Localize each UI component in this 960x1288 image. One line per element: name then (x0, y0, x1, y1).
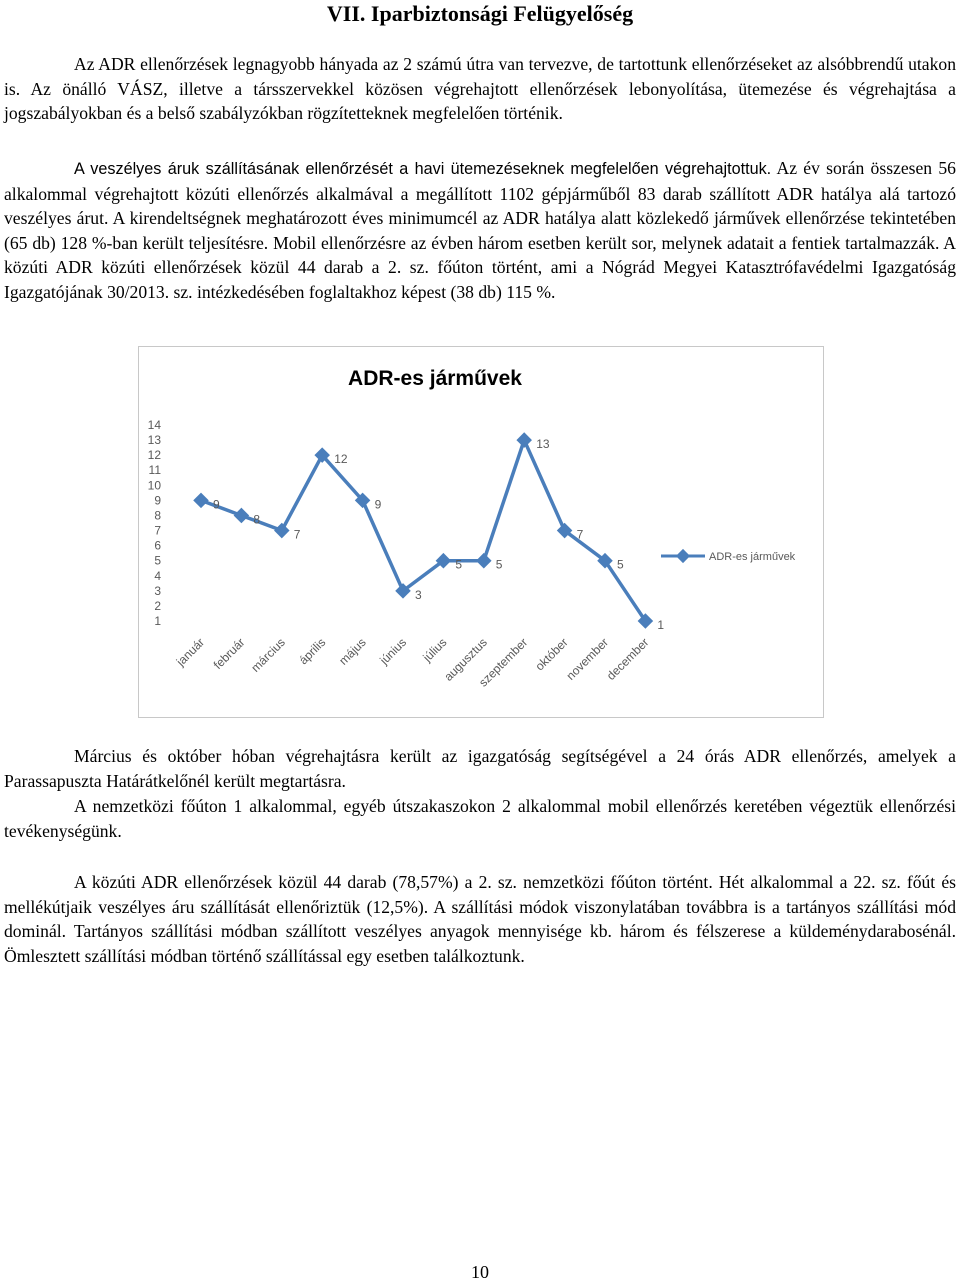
x-tick-label: október (532, 635, 571, 674)
paragraph-adr-statistics (4, 156, 956, 305)
y-tick-label: 11 (148, 463, 161, 478)
data-point-marker (516, 432, 532, 448)
paragraph-lead-sentence: A veszélyes áruk szállításának ellenőrzését a havi ütemezéseknek megfelelően végrehajtottuk. (74, 160, 772, 178)
x-tick-label: június (377, 635, 410, 668)
x-tick-label: április (296, 635, 329, 668)
data-label: 9 (213, 497, 220, 512)
y-tick-label: 7 (154, 523, 161, 538)
paragraph-adr-overview: Az ADR ellenőrzések legnagyobb hányada az 2 számú útra van tervezve, de tartottunk ellenőrzéseket az alsóbbrendű utakon is. Az önálló VÁSZ, illetve a társszervekkel közösen végrehajtott ellenőrzések lebonyolítása, ütemezése és végrehajtása a jogszabályokban és a belső szabályzókban rögzítetteknek megfelelően történik. (4, 54, 956, 124)
data-label: 1 (657, 618, 665, 632)
data-point-marker (193, 493, 209, 509)
y-tick-label: 13 (147, 433, 161, 448)
y-tick-label: 1 (154, 614, 161, 628)
data-label: 3 (415, 587, 422, 602)
page-title: VII. Iparbiztonsági Felügyelőség (326, 1, 634, 26)
x-tick-label: augusztus (441, 635, 490, 684)
data-label: 13 (536, 437, 550, 452)
x-tick-label: november (563, 635, 612, 683)
adr-line-chart (138, 346, 824, 718)
y-tick-label: 3 (154, 583, 161, 598)
data-point-marker (476, 553, 492, 569)
data-label: 5 (495, 557, 503, 572)
y-tick-label: 12 (147, 448, 161, 463)
legend-label: ADR-es járművek (709, 551, 796, 563)
y-tick-label: 14 (147, 418, 161, 432)
data-label: 5 (617, 557, 624, 572)
data-label: 5 (455, 557, 463, 572)
y-tick-label: 4 (154, 568, 161, 583)
y-tick-label: 9 (154, 493, 161, 508)
chart-title: ADR-es járművek (348, 367, 522, 390)
y-tick-label: 8 (154, 508, 161, 523)
x-tick-label: május (336, 635, 369, 668)
x-tick-label: március (248, 635, 288, 675)
data-point-marker (234, 508, 250, 524)
data-point-marker (274, 523, 290, 539)
legend-marker-swatch (676, 549, 690, 563)
paragraph-statistics-text: Az év során összesen 56 alkalommal végrehajtott közúti ellenőrzés alkalmával a megállított 1102 gépjárműből 83 darab szállított ADR hatálya alá tartozó veszélyes árut. A kirendeltségnek meghatározott éves minimumcél az ADR hatálya alatt közlekedő járművek ellenőrzése tekintetében (65 db) 128 %-ban került teljesítésre. Mobil ellenőrzésre az évben három esetben került sor, melynek adatait a fentiek tartalmazzák. A közúti ADR közúti ellenőrzések közül 44 darab a 2. sz. főúton történt, ami a Nógrád Megyei Katasztrófavédelmi Igazgatóság Igazgatójának 30/2013. sz. intézkedésében foglaltakhoz képest (38 db) 115 %. (4, 158, 956, 302)
data-label: 12 (334, 452, 348, 467)
paragraph-24h-checks: Március és október hóban végrehajtásra került az igazgatóság segítségével a 24 órás ADR ellenőrzés, amelyek a Parassapuszta Határátkelőnél került megtartásra. (4, 746, 956, 791)
x-tick-label: július (420, 635, 450, 665)
x-tick-label: február (210, 635, 248, 673)
x-tick-label: december (603, 635, 652, 683)
page-number: 10 (471, 1262, 489, 1282)
paragraph-road-summary: A közúti ADR ellenőrzések közül 44 darab (78,57%) a 2. sz. nemzetközi főúton történt. Hét alkalommal a 22. sz. főút és mellékútjaik veszélyes áru szállítását ellenőriztük (12,5%). A szállítási módok viszonylatában továbbra is a tartányos szállítási mód dominál. Tartányos szállítási módban szállított veszélyes anyagok mennyisége kb. három és félszerese a küldeménydarabosénál. Ömlesztett szállítási módban történő szállítással egy esetben találkoztunk. (4, 872, 956, 966)
chart-canvas (139, 347, 823, 717)
data-label: 9 (374, 497, 382, 512)
y-tick-label: 2 (154, 598, 161, 613)
y-tick-label: 10 (147, 478, 161, 493)
data-label: 7 (293, 527, 301, 542)
paragraph-mobile-checks: A nemzetközi főúton 1 alkalommal, egyéb útszakaszokon 2 alkalommal mobil ellenőrzés keretében végeztük ellenőrzési tevékenységünk. (4, 796, 956, 841)
chart-legend (661, 549, 796, 563)
data-label: 7 (576, 527, 584, 542)
data-label: 8 (253, 512, 261, 527)
x-tick-label: szeptember (476, 635, 531, 690)
x-tick-label: január (173, 635, 208, 669)
y-tick-label: 5 (154, 553, 161, 568)
y-tick-label: 6 (154, 538, 161, 553)
